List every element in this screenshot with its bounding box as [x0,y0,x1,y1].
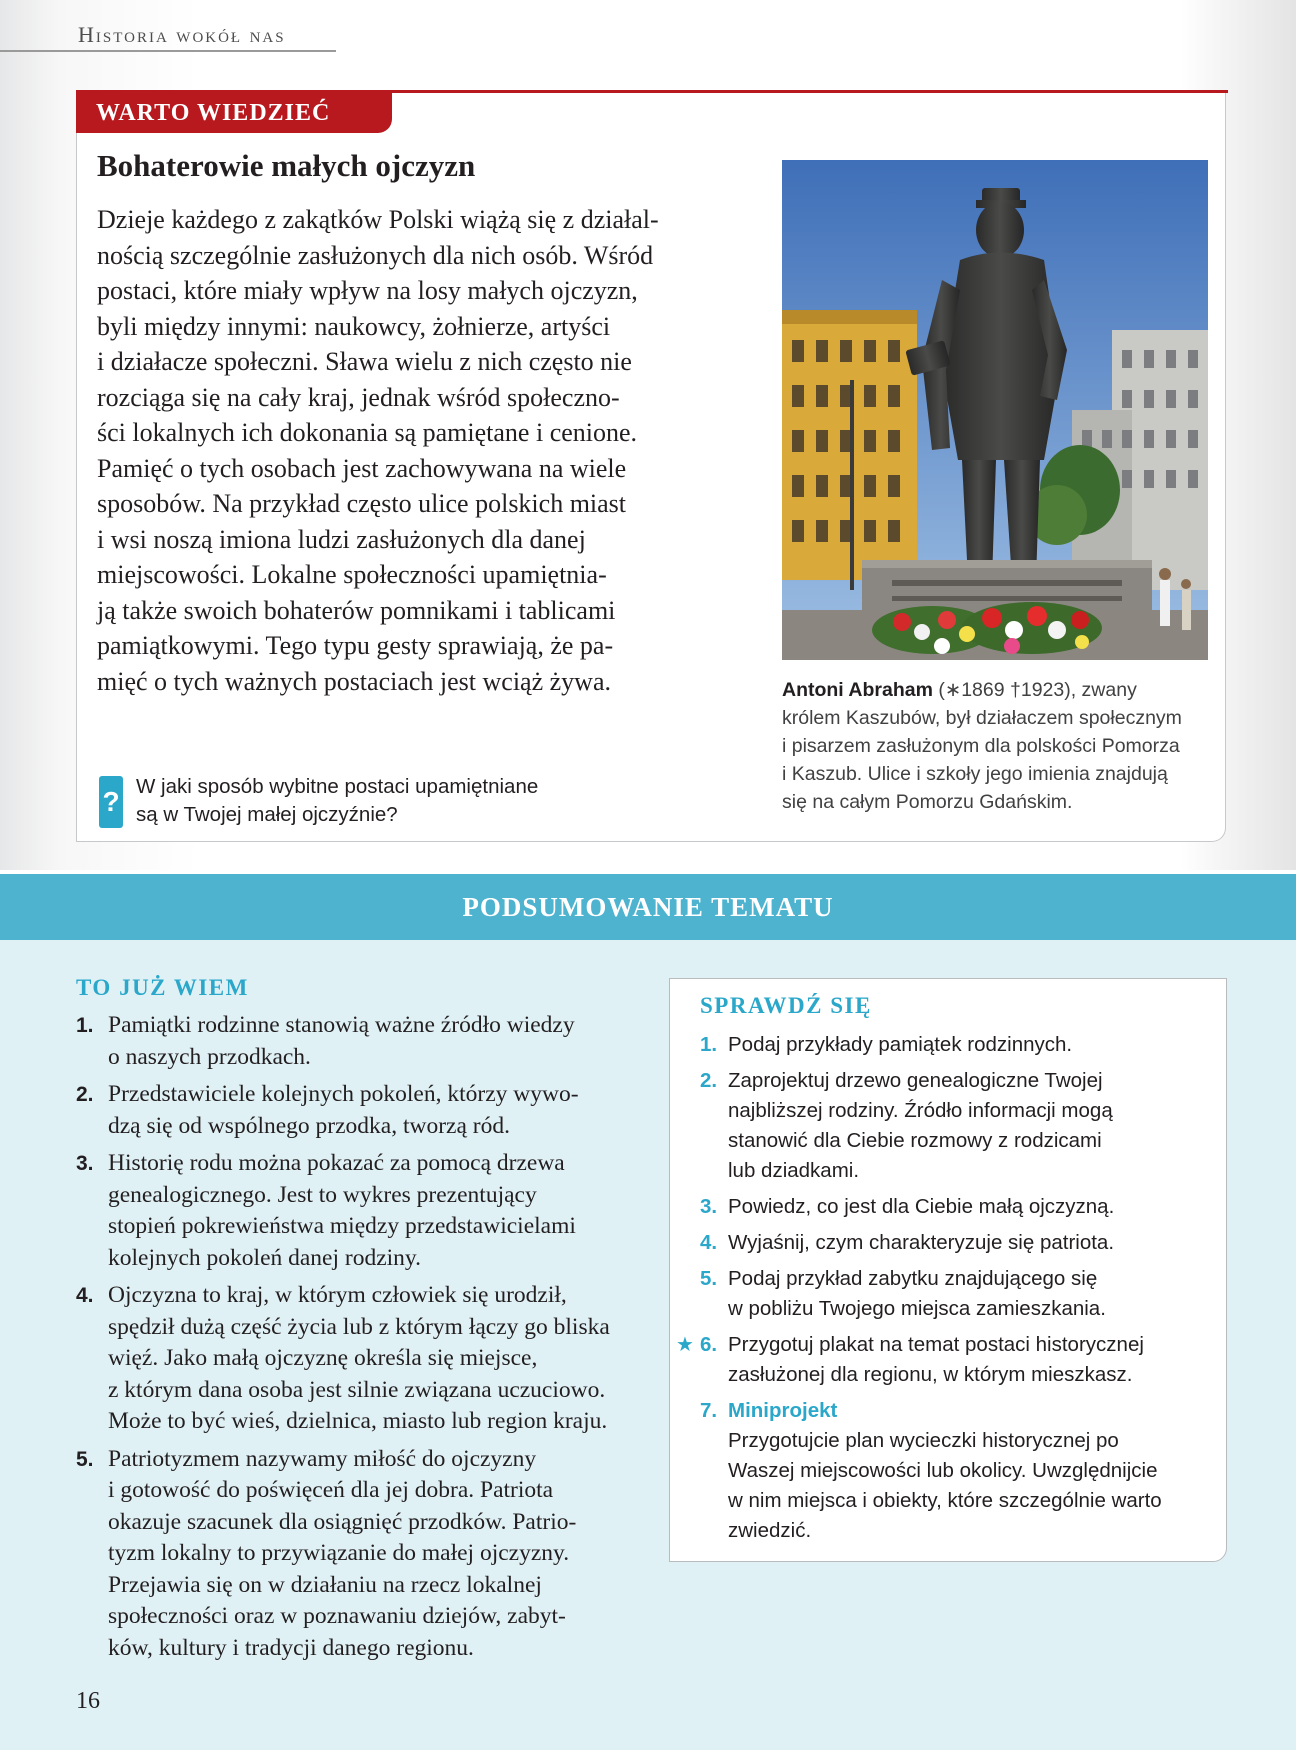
list-item [76,1280,656,1438]
item-line: Ojczyzna to kraj, w którym człowiek się urodził, [108,1282,567,1308]
known-list [76,1010,656,1670]
body-line: rozciąga się na cały kraj, jednak wśród społeczno- [97,382,620,412]
body-line: Dzieje każdego z zakątków Polski wiążą się z działal- [97,205,659,234]
item-line: stanowić dla Ciebie rozmowy z rodzicami [728,1129,1102,1152]
body-line: mięć o tych ważnych postaciach jest wciąż żywa. [97,666,611,696]
list-item [676,1330,1220,1390]
item-line: o naszych przodkach. [108,1043,311,1070]
monument-photo-illustration [782,160,1208,660]
item-number: 2. [76,1083,94,1106]
item-line: stopień pokrewieństwa między przedstawicielami [108,1213,576,1239]
body-line: Pamięć o tych osobach jest zachowywana na wiele [97,453,627,483]
list-item [700,1030,1220,1060]
list-item [700,1264,1220,1324]
list-item [700,1228,1220,1258]
known-heading: TO JUŻ WIEM [76,975,249,1000]
item-line: i gotowość do poświęceń dla jej dobra. Patriota [108,1477,554,1503]
caption-line: się na całym Pomorzu Gdańskim. [782,791,1073,813]
item-line: kolejnych pokoleń danej rodziny. [108,1244,422,1271]
list-item [76,1079,656,1142]
item-number: 2. [700,1069,718,1092]
body-line: i wsi noszą imiona ludzi zasłużonych dla danej [97,524,586,554]
item-line: Powiedz, co jest dla Ciebie małą ojczyzną. [728,1195,1115,1218]
running-head: Historia wokół nas [78,22,286,47]
star-icon: ★ [676,1334,694,1356]
body-line: pamiątkowymi. Tego typu gesty sprawiają, że pa- [97,631,614,660]
item-number: 4. [76,1284,94,1307]
item-line: z którym dana osoba jest silnie związana uczuciowo. [108,1376,606,1403]
body-line: byli między innymi: naukowcy, żołnierze, artyści [97,311,611,341]
item-number: 3. [76,1152,94,1175]
list-item [700,1192,1220,1222]
list-item [76,1010,656,1073]
body-line: sposobów. Na przykład często ulice polskich miast [97,489,627,518]
check-heading: SPRAWDŹ SIĘ [700,993,872,1018]
body-line: miejscowości. Lokalne społeczności upamiętnia- [97,560,607,589]
item-line: spędził dużą część życia lub z którym łączy go bliska [108,1313,610,1340]
item-line: Przygotuj plakat na temat postaci historycznej [728,1333,1144,1356]
item-line: dzą się od wspólnego przodka, tworzą ród. [108,1112,510,1139]
item-line: Przejawia się on w działaniu na rzecz lokalnej [108,1571,542,1598]
monument-photo [782,160,1208,660]
item-line: Przygotujcie plan wycieczki historycznej po [728,1429,1119,1452]
check-list [676,1030,1220,1552]
photo-caption [782,676,1212,816]
item-number: 3. [700,1195,718,1218]
item-line: lub dziadkami. [728,1159,860,1182]
question-icon: ? [99,776,123,828]
summary-band-title: PODSUMOWANIE TEMATU [0,874,1296,940]
page-number: 16 [76,1688,100,1714]
list-item [700,1396,1220,1546]
item-line: Historię rodu można pokazać za pomocą drzewa [108,1150,565,1176]
caption-line: i pisarzem zasłużonym dla polskości Pomorza [782,735,1180,757]
item-number: 5. [76,1447,94,1471]
body-line: nością szczególnie zasłużonych dla nich osób. Wśród [97,240,654,270]
miniprojekt-label: Miniprojekt [728,1399,838,1422]
item-line: ków, kultury i tradycji danego regionu. [108,1634,474,1661]
list-item [700,1066,1220,1186]
item-line: Może to być wieś, dzielnica, miasto lub region kraju. [108,1408,608,1434]
item-line: Patriotyzmem nazywamy miłość do ojczyzny [108,1445,537,1472]
question-text [136,773,636,829]
item-line: zwiedzić. [728,1519,812,1542]
item-line: Podaj przykłady pamiątek rodzinnych. [728,1033,1073,1056]
info-box-tab: WARTO WIEDZIEĆ [76,93,392,133]
item-line: okazuje szacunek dla osiągnięć przodków. Patrio- [108,1508,577,1535]
running-head-rule [0,50,336,52]
body-line: ją także swoich bohaterów pomnikami i tablicami [97,595,616,625]
item-number: 6. [700,1333,718,1356]
body-line: postaci, które miały wpływ na losy małych ojczyzn, [97,276,638,305]
item-line: Wyjaśnij, czym charakteryzuje się patriota. [728,1231,1115,1254]
body-line: i działacze społeczni. Sława wielu z nich często nie [97,347,632,376]
item-number: 5. [700,1267,718,1290]
caption-text: (∗1869 †1923), zwany [932,679,1137,701]
item-number: 4. [700,1231,718,1254]
item-line: genealogicznego. Jest to wykres prezentujący [108,1181,537,1208]
item-line: najbliższej rodziny. Źródło informacji mogą [728,1099,1113,1122]
item-number: 1. [76,1014,94,1037]
caption-name: Antoni Abraham [782,679,933,701]
caption-line [782,676,1212,704]
item-line: w pobliżu Twojego miejsca zamieszkania. [728,1297,1106,1320]
caption-line: królem Kaszubów, był działaczem społecznym [782,707,1182,729]
item-line: Podaj przykład zabytku znajdującego się [728,1267,1098,1290]
item-number: 7. [700,1399,718,1422]
item-line: społeczności oraz w poznawaniu dziejów, zabyt- [108,1603,566,1629]
caption-line: i Kaszub. Ulice i szkoły jego imienia znajdują [782,763,1168,785]
question-line: są w Twojej małej ojczyźnie? [136,803,398,826]
item-line: Waszej miejscowości lub okolicy. Uwzględnijcie [728,1459,1158,1482]
item-line: tyzm lokalny to przywiązanie do małej ojczyzny. [108,1540,570,1566]
question-line: W jaki sposób wybitne postaci upamiętniane [136,775,539,798]
info-box-title: Bohaterowie małych ojczyzn [97,148,476,183]
item-line: w nim miejsca i obiekty, które szczególnie warto [728,1489,1162,1512]
item-line: Pamiątki rodzinne stanowią ważne źródło wiedzy [108,1012,575,1038]
item-line: zasłużonej dla regionu, w którym mieszkasz. [728,1363,1133,1386]
item-line: Zaprojektuj drzewo genealogiczne Twojej [728,1069,1103,1092]
info-box-body [97,202,757,699]
list-item [76,1444,656,1665]
item-number: 1. [700,1033,718,1056]
item-line: Przedstawiciele kolejnych pokoleń, którzy wywo- [108,1081,579,1107]
list-item [76,1148,656,1274]
item-line: więź. Jako małą ojczyznę określa się miejsce, [108,1345,538,1371]
body-line: ści lokalnych ich dokonania są pamiętane i cenione. [97,418,638,447]
